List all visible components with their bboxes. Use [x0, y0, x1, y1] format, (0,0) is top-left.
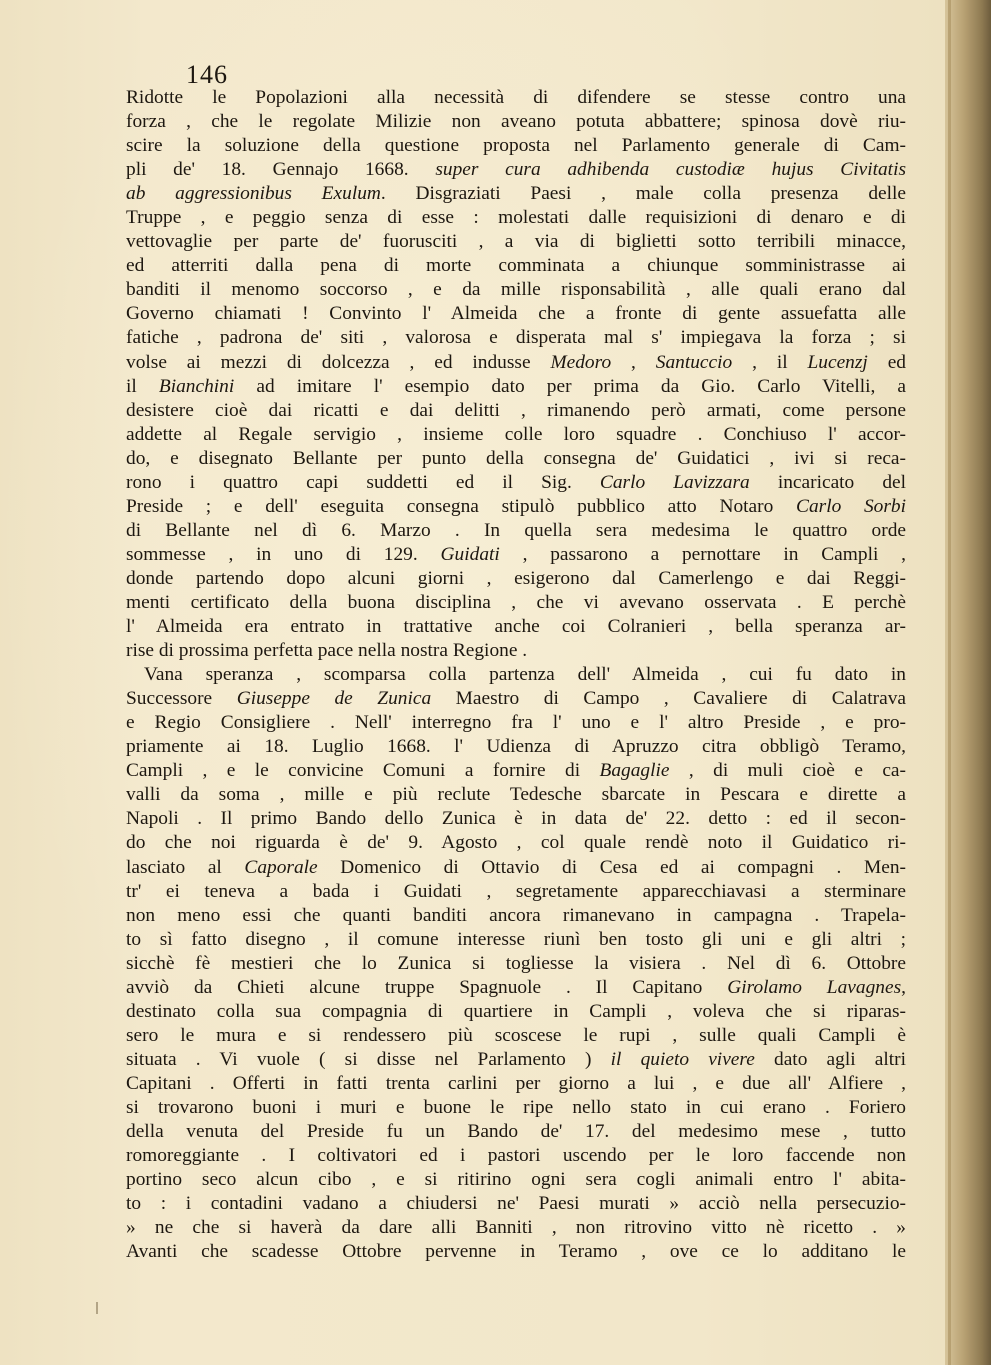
- text-span: rise di prossima perfetta pace nella nostra Regione .: [126, 640, 528, 662]
- text-line: [126, 1072, 906, 1096]
- text-span: Maestro di Campo , Cavaliere di Calatrava: [431, 688, 906, 710]
- italic-span: Medoro: [550, 351, 612, 373]
- text-span: to : i contadini vadano a chiudersi ne' Paesi murati » acciò nella persecuzio-: [126, 1193, 906, 1215]
- text-span: ed: [867, 351, 906, 373]
- text-line: [126, 711, 906, 735]
- italic-span: Bianchini: [158, 375, 235, 397]
- text-line: [126, 1120, 906, 1144]
- text-span: volse ai mezzi di dolcezza , ed indusse: [126, 351, 551, 373]
- text-span: lasciato al: [126, 856, 245, 878]
- text-span: Avanti che scadesse Ottobre pervenne in Teramo , ove ce lo additano le: [126, 1241, 906, 1263]
- italic-span: Santuccio: [655, 351, 733, 373]
- italic-span: Guidati: [440, 543, 500, 565]
- italic-span: Carlo Sorbi: [796, 495, 906, 517]
- text-span: donde partendo dopo alcuni giorni , esigerono dal Camerlengo e dai Reggi-: [126, 567, 906, 589]
- text-line: [126, 807, 906, 831]
- text-span: avviò da Chieti alcune truppe Spagnuole . Il Capitano: [126, 976, 728, 998]
- text-span: si trovarono buoni i muri e buone le ripe nello stato in cui erano . Foriero: [126, 1096, 906, 1118]
- text-line: [126, 230, 906, 254]
- text-span: destinato colla sua compagnia di quartiere in Campli , voleva che si riparas-: [126, 1000, 906, 1022]
- text-span: scire la soluzione della questione proposta nel Parlamento generale di Cam-: [126, 135, 906, 157]
- text-line: [126, 1192, 906, 1216]
- text-line: [126, 399, 906, 423]
- text-line: [126, 976, 906, 1000]
- text-span: non meno essi che quanti banditi ancora rimanevano in campagna . Trapela-: [126, 904, 906, 926]
- text-span: » ne che si haverà da dare alli Banniti , non ritrovino vitto nè ricetto . »: [126, 1217, 906, 1239]
- text-span: , passarono a pernottare in Campli ,: [499, 543, 906, 565]
- text-span: ,: [611, 351, 656, 373]
- text-span: portino seco alcun cibo , e si ritirino ogni sera cogli animali entro l' abita-: [126, 1169, 906, 1191]
- text-line: [126, 928, 906, 952]
- text-line: [126, 639, 906, 663]
- text-line: [126, 495, 906, 519]
- text-span: Governo chiamati ! Convinto l' Almeida che a fronte di gente assuefatta alle: [126, 303, 906, 325]
- book-spine: [945, 0, 991, 1365]
- text-span: Truppe , e peggio senza di esse : molestati dalle requisizioni di denaro e di: [126, 207, 906, 229]
- text-line: [126, 182, 906, 206]
- text-line: [126, 519, 906, 543]
- text-line: [126, 471, 906, 495]
- text-line: [126, 1096, 906, 1120]
- text-span: sero le mura e si rendessero più scoscese le rupi , sulle quali Campli è: [126, 1024, 906, 1046]
- text-line: [126, 447, 906, 471]
- text-span: to sì fatto disegno , il comune interesse riunì ben tosto gli uni e gli altri ;: [126, 928, 906, 950]
- text-span: pli de' 18. Gennajo 1668.: [126, 159, 436, 181]
- text-span: Successore: [126, 688, 237, 710]
- text-line: [126, 278, 906, 302]
- italic-span: Girolamo Lavagnes: [727, 976, 902, 998]
- text-line: [126, 1168, 906, 1192]
- text-span: banditi il menomo soccorso , e da mille risponsabilità , alle quali erano dal: [126, 279, 906, 301]
- text-span: tr' ei teneva a bada i Guidati , segretamente apparecchiavasi a sterminare: [126, 880, 906, 902]
- text-line: [126, 904, 906, 928]
- text-span: valli da soma , mille e più reclute Tedesche sbarcate in Pescara e dirette a: [126, 784, 906, 806]
- text-line: [126, 880, 906, 904]
- text-span: ed atterriti dalla pena di morte comminata a chiunque somministrasse ai: [126, 255, 906, 277]
- text-line: [126, 591, 906, 615]
- text-span: Napoli . Il primo Bando dello Zunica è in data de' 22. detto : ed il secon-: [126, 808, 906, 830]
- text-span: dato agli altri: [754, 1048, 906, 1070]
- text-line: [126, 1048, 906, 1072]
- text-span: l' Almeida era entrato in trattative anche coi Colranieri , bella speranza ar-: [126, 616, 906, 638]
- text-span: della venuta del Preside fu un Bando de' 17. del medesimo mese , tutto: [126, 1121, 906, 1143]
- italic-span: Bagaglie: [599, 760, 670, 782]
- text-span: menti certificato della buona disciplina , che vi avevano osservata . E perchè: [126, 591, 906, 613]
- text-line: [126, 783, 906, 807]
- text-span: priamente ai 18. Luglio 1668. l' Udienza di Apruzzo citra obbligò Teramo,: [126, 736, 906, 758]
- text-span: situata . Vi vuole ( si disse nel Parlamento ): [126, 1048, 611, 1070]
- text-span: , il: [732, 351, 808, 373]
- text-line: [126, 351, 906, 375]
- italic-span: Giuseppe de Zunica: [236, 688, 432, 710]
- text-span: Domenico di Ottavio di Cesa ed ai compagni . Men-: [317, 856, 906, 878]
- page-edge: [948, 0, 951, 1365]
- text-span: Campli , e le convicine Comuni a fornire di: [126, 760, 600, 782]
- text-line: [126, 543, 906, 567]
- text-line: [126, 1024, 906, 1048]
- text-span: fatiche , padrona de' siti , valorosa e disperata mal s' impiegava la forza ; si: [126, 327, 906, 349]
- text-line: [126, 302, 906, 326]
- italic-span: Carlo Lavizzara: [599, 471, 750, 493]
- text-span: romoreggiante . I coltivatori ed i pastori uscendo per le loro faccende non: [126, 1145, 906, 1167]
- text-line: [126, 856, 906, 880]
- italic-span: il quieto vivere: [610, 1048, 755, 1070]
- text-span: vettovaglie per parte de' fuorusciti , a via di biglietti sotto terribili minacce,: [126, 231, 906, 253]
- text-line: [126, 735, 906, 759]
- text-span: e Regio Consigliere . Nell' interregno fra l' uno e l' altro Preside , e pro-: [126, 712, 906, 734]
- text-span: Ridotte le Popolazioni alla necessità di difendere se stesse contro una: [126, 87, 906, 108]
- text-span: ad imitare l' esempio dato per prima da Gio. Carlo Vitelli, a: [234, 375, 906, 397]
- text-span: Capitani . Offerti in fatti trenta carlini per giorno a lui , e due all' Alfiere ,: [126, 1072, 906, 1094]
- page-number: 146: [186, 60, 228, 89]
- text-span: ,: [901, 976, 906, 998]
- italic-span: super cura adhibenda custodiæ hujus Civitatis: [435, 159, 906, 181]
- text-span: sommesse , in uno di 129.: [126, 543, 441, 565]
- text-span: addette al Regale servigio , insieme colle loro squadre . Conchiuso l' accor-: [126, 423, 906, 445]
- text-line: [126, 663, 906, 687]
- body-text: [126, 86, 906, 1264]
- text-line: [126, 1000, 906, 1024]
- text-line: [126, 423, 906, 447]
- text-span: Preside ; e dell' eseguita consegna stipulò pubblico atto Notaro: [126, 495, 797, 517]
- text-span: il: [126, 375, 159, 397]
- text-line: [126, 1240, 906, 1264]
- text-span: do che noi riguarda è de' 9. Agosto , col quale rendè noto il Guidatico ri-: [126, 832, 906, 854]
- text-line: [126, 952, 906, 976]
- text-line: [126, 1144, 906, 1168]
- text-span: forza , che le regolate Milizie non aveano potuta abbattere; spinosa dovè riu-: [126, 111, 906, 133]
- text-span: di Bellante nel dì 6. Marzo . In quella sera medesima le quattro orde: [126, 519, 906, 541]
- text-line: [126, 86, 906, 110]
- text-line: [126, 759, 906, 783]
- text-span: Vana speranza , scomparsa colla partenza dell' Almeida , cui fu dato in: [144, 664, 906, 686]
- italic-span: Caporale: [244, 856, 318, 878]
- text-line: [126, 375, 906, 399]
- text-line: [126, 158, 906, 182]
- text-span: incaricato del: [749, 471, 906, 493]
- text-line: [126, 615, 906, 639]
- text-line: [126, 206, 906, 230]
- text-span: . Disgraziati Paesi , male colla presenza delle: [380, 183, 906, 205]
- text-line: [126, 687, 906, 711]
- text-span: desistere cioè dai ricatti e dai delitti , rimanendo però armati, come persone: [126, 399, 906, 421]
- text-line: [126, 326, 906, 350]
- text-line: [126, 134, 906, 158]
- margin-mark: [96, 1302, 98, 1314]
- italic-span: ab aggressionibus Exulum: [126, 183, 381, 205]
- text-line: [126, 254, 906, 278]
- text-span: sicchè fè mestieri che lo Zunica si togliesse la visiera . Nel dì 6. Ottobre: [126, 952, 906, 974]
- text-line: [126, 567, 906, 591]
- text-span: rono i quattro capi suddetti ed il Sig.: [126, 471, 600, 493]
- text-span: do, e disegnato Bellante per punto della consegna de' Guidatici , ivi si reca-: [126, 447, 906, 469]
- italic-span: Lucenzj: [807, 351, 868, 373]
- text-span: , di muli cioè e ca-: [669, 760, 906, 782]
- text-line: [126, 110, 906, 134]
- text-line: [126, 1216, 906, 1240]
- text-line: [126, 831, 906, 855]
